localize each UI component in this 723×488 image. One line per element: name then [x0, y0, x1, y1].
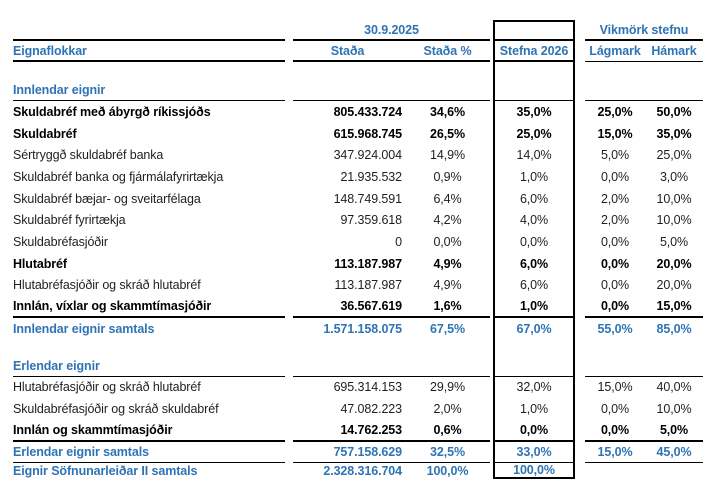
stefna-box-segment: [493, 356, 575, 377]
stada-pct-value: 32,5%: [405, 442, 490, 463]
row-label: Sértryggð skuldabréf banka: [13, 148, 164, 163]
column-header-stada: Staða: [293, 41, 405, 62]
stada-pct-value: 4,9%: [433, 278, 462, 293]
stada-pct-value: 34,6%: [430, 104, 465, 119]
stada-pct-value: 29,9%: [430, 380, 465, 395]
stada-value: 1.571.158.075: [323, 321, 402, 336]
hamark-value: 25,0%: [656, 148, 692, 163]
stefna-value: 33,0%: [493, 442, 575, 463]
table-row: [0, 101, 723, 123]
table-row: [0, 231, 723, 253]
row-label: Hlutabréf: [13, 256, 67, 271]
stada-value: 757.158.629: [293, 442, 405, 463]
hamark-value: [645, 463, 703, 479]
stefna-value: 32,0%: [493, 377, 575, 399]
table-row: [0, 398, 723, 420]
stada-pct-value: 4,9%: [433, 256, 462, 271]
spacer-row: [0, 340, 723, 356]
row-label: Skuldabréf: [13, 126, 77, 141]
section-title: Innlendar eignir: [13, 80, 285, 101]
stada-pct-value: 0,0%: [433, 234, 462, 249]
lagmark-value: 5,0%: [600, 148, 630, 163]
section-header-row: [0, 80, 723, 101]
stada-pct-spacer: [405, 80, 490, 101]
stada-value: 113.187.987: [334, 278, 402, 293]
section-title: Erlendar eignir: [13, 356, 285, 377]
table-row: [0, 275, 723, 297]
lagmark-value: 0,0%: [600, 278, 630, 293]
stefna-value: 1,0%: [493, 296, 575, 318]
vikmork-stefnu-header: Vikmörk stefnu: [585, 20, 703, 41]
stefna-value: 67,0%: [493, 318, 575, 340]
stefna-box-top: [493, 20, 575, 41]
stada-value: 695.314.153: [333, 380, 402, 395]
column-header-stada-pct: Staða %: [405, 41, 490, 62]
stada-pct-spacer: [405, 356, 490, 377]
stada-value: 148.749.591: [333, 191, 402, 206]
lagmark-value: 2,0%: [600, 213, 630, 228]
row-label: Skuldabréfasjóðir og skráð skuldabréf: [13, 402, 219, 417]
column-header-hamark: Hámark: [645, 41, 703, 62]
hamark-value: 15,0%: [645, 296, 703, 318]
section-header-row: [0, 356, 723, 377]
hamark-value: 5,0%: [659, 234, 689, 249]
stada-value: 615.968.745: [333, 126, 402, 141]
lagmark-value: 0,0%: [600, 169, 630, 184]
lagmark-value: 15,0%: [597, 380, 633, 395]
table-row: [0, 209, 723, 231]
table-row: [0, 377, 723, 399]
column-header-row: [0, 41, 723, 62]
grand-total-row: [0, 463, 723, 479]
stefna-value: 0,0%: [493, 420, 575, 442]
stada-value: 0: [395, 234, 402, 249]
hamark-value: 45,0%: [645, 442, 703, 463]
stefna-box-segment: [493, 80, 575, 101]
stada-value: 14.762.253: [293, 420, 405, 442]
lagmark-value: 2,0%: [600, 191, 630, 206]
stada-value: 805.433.724: [333, 104, 402, 119]
row-label: Eignir Söfnunarleiðar II samtals: [13, 463, 198, 478]
stefna-value: 1,0%: [493, 166, 575, 188]
stada-spacer: [293, 356, 405, 377]
hamark-value: 3,0%: [659, 169, 689, 184]
table-row: [0, 188, 723, 210]
hamark-value: 10,0%: [656, 191, 692, 206]
stada-pct-value: 2,0%: [433, 402, 462, 417]
spacer-row: [0, 62, 723, 80]
lagmark-value: 0,0%: [585, 420, 645, 442]
hamark-value: 85,0%: [656, 321, 692, 336]
row-label: Innlán, víxlar og skammtímasjóðir: [13, 296, 285, 318]
row-label: Skuldabréf banka og fjármálafyrirtækja: [13, 169, 224, 184]
stefna-value: 6,0%: [493, 188, 575, 210]
stada-value: 2.328.316.704: [323, 463, 402, 478]
table-row: [0, 253, 723, 275]
row-label: Hlutabréfasjóðir og skráð hlutabréf: [13, 380, 201, 395]
hamark-value: 20,0%: [656, 278, 692, 293]
group-header-row: [0, 20, 723, 41]
hamark-spacer: [645, 80, 703, 101]
lagmark-value: 0,0%: [600, 256, 630, 271]
stefna-value: 100,0%: [493, 463, 575, 479]
row-label: Innlendar eignir samtals: [13, 321, 155, 336]
stefna-value: 35,0%: [493, 101, 575, 123]
row-label: Skuldabréf fyrirtækja: [13, 213, 126, 228]
lagmark-value: 25,0%: [597, 104, 633, 119]
table-row: [0, 144, 723, 166]
stada-pct-value: 4,2%: [433, 213, 462, 228]
stada-spacer: [293, 80, 405, 101]
stada-pct-value: 1,6%: [405, 296, 490, 318]
hamark-value: 5,0%: [645, 420, 703, 442]
lagmark-value: 15,0%: [597, 126, 633, 141]
lagmark-value: 55,0%: [597, 321, 633, 336]
stada-value: 113.187.987: [334, 256, 402, 271]
stada-pct-value: 0,6%: [405, 420, 490, 442]
column-header-lagmark: Lágmark: [585, 41, 645, 62]
row-label: Erlendar eignir samtals: [13, 442, 285, 463]
hamark-value: 20,0%: [656, 256, 692, 271]
lagmark-value: 0,0%: [600, 234, 630, 249]
stefna-value: 14,0%: [493, 144, 575, 166]
stefna-value: 6,0%: [493, 253, 575, 275]
stada-value: 21.935.532: [340, 169, 402, 184]
stada-pct-value: 67,5%: [430, 321, 465, 336]
stada-value: 47.082.223: [340, 402, 402, 417]
row-label: Innlán og skammtímasjóðir: [13, 420, 285, 442]
column-header-eignaflokkar: Eignaflokkar: [13, 41, 285, 62]
stefna-value: 4,0%: [493, 209, 575, 231]
lagmark-value: 0,0%: [585, 296, 645, 318]
hamark-value: 10,0%: [656, 402, 692, 417]
table-row: [0, 296, 723, 318]
hamark-spacer: [645, 356, 703, 377]
stada-pct-value: 6,4%: [433, 191, 462, 206]
row-label: Skuldabréf með ábyrgð ríkissjóðs: [13, 104, 211, 119]
table-body: [0, 62, 723, 479]
stada-pct-value: 100,0%: [426, 463, 469, 478]
header-spacer: [13, 20, 285, 41]
row-label: Skuldabréfasjóðir: [13, 234, 108, 249]
stefna-value: 25,0%: [493, 123, 575, 145]
stada-value: 97.359.618: [340, 213, 402, 228]
stada-value: 36.567.619: [293, 296, 405, 318]
stefna-box-segment: [493, 340, 575, 356]
row-label: Hlutabréfasjóðir og skráð hlutabréf: [13, 278, 201, 293]
section-total-row: [0, 442, 723, 463]
hamark-value: 10,0%: [656, 213, 692, 228]
lagmark-value: [585, 463, 645, 479]
lagmark-spacer: [585, 356, 645, 377]
stada-pct-value: 26,5%: [430, 126, 465, 141]
table-row: [0, 123, 723, 145]
table-row: [0, 420, 723, 442]
table-row: [0, 166, 723, 188]
section-total-row: [0, 318, 723, 340]
lagmark-value: 15,0%: [585, 442, 645, 463]
column-header-stefna: Stefna 2026: [493, 41, 575, 62]
hamark-value: 35,0%: [656, 126, 692, 141]
hamark-value: 50,0%: [656, 104, 692, 119]
stada-value: 347.924.004: [333, 148, 402, 163]
stefna-value: 6,0%: [493, 275, 575, 297]
stefna-value: 1,0%: [493, 398, 575, 420]
lagmark-value: 0,0%: [600, 402, 630, 417]
hamark-value: 40,0%: [656, 380, 692, 395]
stada-pct-value: 0,9%: [433, 169, 462, 184]
stada-pct-value: 14,9%: [430, 148, 465, 163]
row-label: Skuldabréf bæjar- og sveitarfélaga: [13, 191, 201, 206]
report-date: 30.9.2025: [293, 20, 490, 41]
lagmark-spacer: [585, 80, 645, 101]
stefna-value: 0,0%: [493, 231, 575, 253]
stefna-box-segment: [493, 62, 575, 80]
